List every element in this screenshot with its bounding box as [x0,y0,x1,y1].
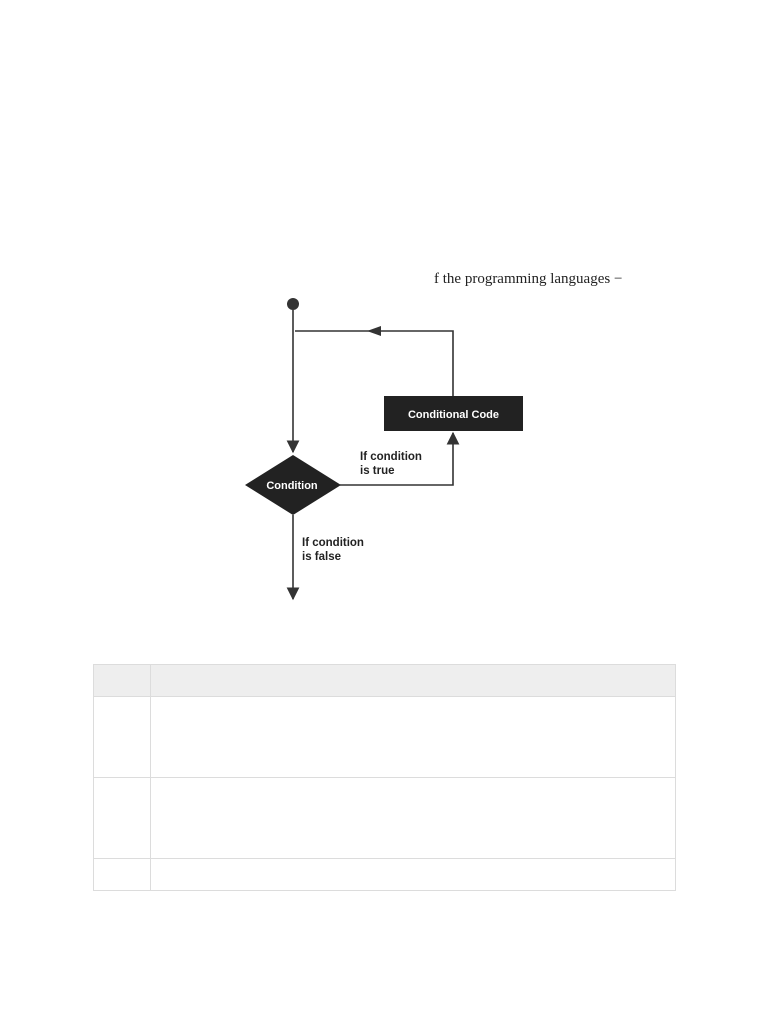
table-row [94,859,676,891]
conditional-code-label: Conditional Code [407,409,500,421]
table-cell [94,697,151,778]
table-header-row [94,665,676,697]
table-cell [151,859,676,891]
false-branch-label-line2: is false [302,551,341,563]
table-row [94,697,676,778]
loop-back-line [295,331,453,396]
table-cell [151,697,676,778]
false-branch-label-line1: If condition [302,537,364,549]
intro-text: f the programming languages − [434,271,623,287]
loop-types-table [93,664,676,891]
start-node [287,298,299,310]
table-cell [151,778,676,859]
table-cell [94,778,151,859]
condition-label: Condition [266,480,318,492]
table-cell [94,859,151,891]
true-branch-label-line1: If condition [360,451,422,463]
true-branch-label-line2: is true [360,465,395,477]
table-header-cell [94,665,151,697]
loop-back-arrow [367,326,381,336]
table-row [94,778,676,859]
table-header-cell [151,665,676,697]
